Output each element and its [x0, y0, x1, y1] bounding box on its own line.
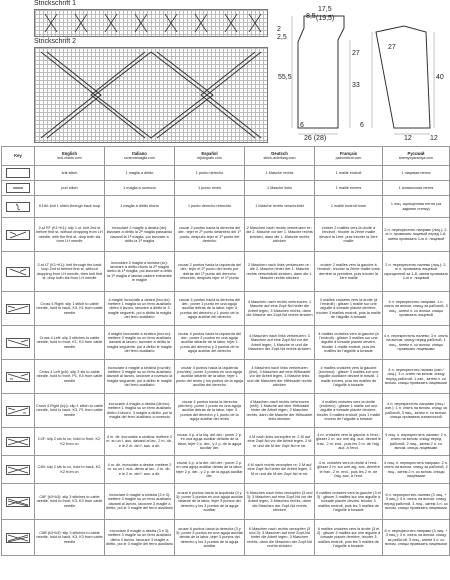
- schematic-label: 12: [404, 135, 412, 142]
- stitch-symbol-cell: [2, 360, 35, 394]
- key-cell-es: cruzar 4 puntos hacia la izquierda (rev/der): poner 3 puntos en una aguja auxiliar delante de la labor, tejer 1 punto del revés y los puntos de la aguja auxiliar del derecho: [175, 360, 245, 394]
- key-cell-ru: 4 п. перекрестить налево: 3 п. снять на вспом. спицу перед работой, 1 лиц., затем п. со вспом. спицы провязать лицевыми: [383, 326, 450, 360]
- key-cell-en: K1tbl: knit 1 stitch through back loop: [35, 196, 105, 218]
- key-cell-en: C6B (k3+k3): slip 3 stitches to cable needle, hold to back, K3, K3 from cable needle: [35, 520, 105, 556]
- c6b-symbol-icon: [6, 533, 30, 543]
- stitch-symbol-cell: [2, 456, 35, 484]
- key-cell-it: 1 maglia a diritto ritorto: [105, 196, 175, 218]
- key-row: [2, 181, 450, 196]
- key-cell-es: cruzar 2 puntos hacia la izquierda del der.: tejer el 2º punto del revés por detrás del 1º punto del derecho retorcido, después tejer el 1º punto: [175, 252, 245, 292]
- key-cell-es: 1 punto revés: [175, 181, 245, 196]
- c4lp-symbol-icon: [6, 372, 30, 382]
- key-cell-en: purl stitch: [35, 181, 105, 196]
- key-cell-it: incrociare 4 maglie a sinistra (rov/dir): mettere 3 maglie su un ferro ausiliario davanti al lavoro, lavorare a rovescio la maglia seguente, poi a diritto le maglie del ferro ausiliario: [105, 360, 175, 394]
- key-cell-ru: 4 лиц. п. перекрестить направо: 2 п. снять на вспом. спицу за работой, 2 лиц., затем 2 п. со вспом. спицы лицевыми: [383, 456, 450, 484]
- key-row: [2, 484, 450, 520]
- key-cell-ru: 2 п. перекрестить направо (лиц.): 2-ю п. провязать лицевой перед 1-й, затем провязать 1-ю п. лицевой: [383, 218, 450, 252]
- twist-symbol-icon: [6, 202, 30, 212]
- key-row: [2, 218, 450, 252]
- key-cell-fr: 4 m. croisées vers la droite à l'end.: glisser 2 m. sur une aig. aux. derrière le trav., 2 m. end., puis les 2 m. de l'aig. aux. à l'end.: [315, 456, 383, 484]
- schematic-label: 27: [388, 44, 396, 51]
- key-cell-fr: 4 mailles croisées vers la droite (à l'endroit) : glisser 1 maille sur une aiguille à torsade placée derrière, tricoter 3 mailles endroit, puis la maille de l'aiguille à torsade: [315, 292, 383, 326]
- key-row: [2, 428, 450, 456]
- key-cell-ru: 6 п. перекрестить направо (3 лиц. + 3 лиц.): 3 п. снять на вспом. спицу за работой, 3 лиц., затем 3 п. со вспом. спицы провязать лицевыми: [383, 520, 450, 556]
- chart1-title: Strickschrift 1: [34, 0, 77, 7]
- key-cell-es: cruzar 4 puntos hacia la derecha (der/rev): poner 1 punto en una aguja auxiliar detrás de la labor, tejer 3 puntos del derecho y 1 punto de la aguja auxiliar del revés: [175, 394, 245, 428]
- schematic-label: 55,5: [278, 74, 292, 81]
- chart2-title: Strickschrift 2: [34, 38, 77, 45]
- l2lt-symbol-icon: [6, 267, 30, 277]
- header-deutsch: Deutsch strick-anleitung.com: [245, 147, 315, 166]
- key-cell-en: C6F (k3+k3): slip 3 stitches to cable needle, hold to front, K3, K3 from cable needle: [35, 484, 105, 520]
- key-row: [2, 252, 450, 292]
- c4f-symbol-icon: [6, 437, 30, 447]
- key-cell-ru: 4 п. перекрестить налево (изн./лиц.): 3 п. снять на вспом. спицу перед работой, 1 изн., затем п. со вспом. спицы провязать лицевыми: [383, 360, 450, 394]
- key-cell-de: 6 Maschen nach links verzopfen (3 und 3): 3 Maschen auf eine Zopf-Nd vor die Arbeit legen, 3 Maschen rechts, dann die Maschen der Zopf-Nd rechts stricken: [245, 484, 315, 520]
- key-cell-de: 4 Maschen nach rechts verkreuzen (re/li): 1 Masche auf eine Hilfsnadel hinter die Arbeit legen, 3 Maschen rechts, dann die Masche der Hilfsnadel links stricken: [245, 394, 315, 428]
- key-cell-fr: 6 mailles croisées vers la droite (3 et 3) : glisser 3 mailles sur une aiguille à torsade placée derrière, tricoter 3 mailles endroit, puis les 3 mailles de l'aiguille à torsade: [315, 520, 383, 556]
- key-cell-fr: 6 mailles croisées vers la gauche (3 et 3) : glisser 3 mailles sur une aiguille à torsade placée devant, tricoter 3 mailles endroit, puis les 3 mailles de l'aiguille à torsade: [315, 484, 383, 520]
- schematic-label: 6: [300, 122, 304, 129]
- key-row: [2, 394, 450, 428]
- key-cell-fr: 4 mailles croisées vers la gauche (env/end) : glisser 3 mailles sur une aiguille auxiliaire devant le travail, 1 maille envers, puis les mailles de l'aiguille à torsade: [315, 360, 383, 394]
- key-row: [2, 326, 450, 360]
- key-cell-de: 1 Masche rechts: [245, 166, 315, 181]
- key-cell-ru: 2 п. перекрестить налево (лиц.): 2-ю п. провязать лицевой скрещенной за 1-й, затем провязать 1-ю п. лицевой: [383, 252, 450, 292]
- schematic-label: 40: [436, 74, 444, 81]
- key-cell-fr: 1 maille endroit torse: [315, 196, 383, 218]
- header-italiano: Italiano schemamaglia.com: [105, 147, 175, 166]
- key-table-body: [2, 166, 450, 556]
- key-cell-fr: 4 mailles croisées vers la gauche (à l'endroit) : glisser 3 mailles sur une aiguille à torsade placée devant, tricoter 1 maille endroit, puis les mailles de l'aiguille à torsade: [315, 326, 383, 360]
- stitch-symbol-cell: [2, 218, 35, 252]
- header-key: Key: [2, 147, 35, 166]
- key-cell-it: 4 m. dir. incrociate a sinistra: mettere 2 m. su un f. aus. davanti al lav., 2 m. dir., e le 2 m. del f. aus. a dir.: [105, 428, 175, 456]
- stitch-symbol-cell: [2, 394, 35, 428]
- header-espanol: Español tejidografo.com: [175, 147, 245, 166]
- schematic-outline: [276, 2, 448, 142]
- c4rp-symbol-icon: [6, 406, 30, 416]
- key-cell-es: cruzar 4 p. a la der. del der.: poner 2 p. en una aguja auxiliar detrás de la labor, tejer 2 p. der., y 2 p. de la aguja auxiliar der.: [175, 456, 245, 484]
- schematic-label: 12: [430, 135, 438, 142]
- key-row: [2, 360, 450, 394]
- key-cell-ru: 1 лицевая петля: [383, 166, 450, 181]
- chart1-cables: [35, 10, 267, 36]
- schematic-label: 33: [352, 82, 360, 89]
- key-cell-fr: 4 m. croisées vers la gauche à l'end.: glisser 2 m. sur une aig. aux. devant le trav., 2 m. end., puis les 2 m. de l'aig. aux. à l'end.: [315, 428, 383, 456]
- key-cell-de: 2 Maschen nach links verkreuzen re.: die 2. Masche hinter der 1. Masche rechts verschränkt stricken, dann die 1. Masche rechts stricken: [245, 252, 315, 292]
- schematic-label: 2,5: [277, 34, 287, 41]
- key-cell-es: 1 punto derecho: [175, 166, 245, 181]
- key-cell-ru: 6 п. перекрестить налево (3 лиц. + 3 лиц.): 3 п. снять на вспом. спицу перед работой, 3 лиц., затем 3 п. со вспом. спицы провязать лицевыми: [383, 484, 450, 520]
- key-cell-fr: 1 maille endroit: [315, 166, 383, 181]
- header-francais: Français patrontricot.com: [315, 147, 383, 166]
- chart1-grid: [34, 9, 268, 37]
- key-cell-de: 4 M nach links verzopfen re: 2 M auf eine Zopf-Nd vor die Arbeit legen, 2 M re und die M der Zopf-Nd re str.: [245, 428, 315, 456]
- key-cell-ru: 4 п. перекрестить направо: 1 п. снять на вспом. спицу за работой, 3 лиц., затем п. со вспом. спицы провязать лицевой: [383, 292, 450, 326]
- garment-schematic: [276, 2, 448, 142]
- key-cell-it: incrociare 4 maglie a destra (dir/rov): mettere 1 maglia su un ferro ausiliario dietro il lavoro, 3 maglie a diritto, poi la maglia del ferro ausiliario a rovescio: [105, 394, 175, 428]
- key-cell-it: 1 maglia a diritto: [105, 166, 175, 181]
- key-cell-it: incrociare 6 maglie a sinistra (3 e 3): mettere 3 maglie su un ferro ausiliario davanti al lavoro, lavorare 3 maglie a diritto, poi le 3 maglie del ferro ausiliario: [105, 484, 175, 520]
- schematic-label: 17,5: [318, 6, 332, 13]
- key-cell-en: 2-st RT (K1+K1): slip 1 st, knit 2nd st before first st, without dropping from LH needle, with the first st, drop both sts from LH needle: [35, 218, 105, 252]
- key-cell-en: Cross 4 Right (k/p): slip 1 stitch to cable needle, hold to back, K3, P1 from cable needle: [35, 394, 105, 428]
- stitch-symbol-cell: [2, 181, 35, 196]
- key-cell-fr: croiser 2 mailles vers la droite à l'endroit : tricoter la 2ème maille devant la 1ère, puis tricoter la 1ère maille: [315, 218, 383, 252]
- stitch-symbol-cell: [2, 196, 35, 218]
- key-cell-it: 4 maglie incrociate a destra (incr.dx): mettere 1 maglia su un ferro ausiliario dietro il lavoro, lavorare a diritto le 3 maglie seguenti, poi a diritto la maglia del ferro ausiliario: [105, 292, 175, 326]
- charts-area: [0, 0, 450, 145]
- key-cell-it: 4 m. dir. incrociate a destra: mettere 2 m. su un f. aus. dietro al lav., 2 m. dir., e le 2 m. del f. aus. a dir.: [105, 456, 175, 484]
- header-russian: Русский shemyvyazaniya.com: [383, 147, 450, 166]
- c6f-symbol-icon: [6, 497, 30, 507]
- schematic-label: 8,5: [306, 13, 316, 20]
- key-row: [2, 166, 450, 181]
- stitch-symbol-cell: [2, 326, 35, 360]
- chart2-cables: [35, 48, 267, 142]
- stitch-symbol-cell: [2, 166, 35, 181]
- key-cell-en: Cross 4 Right: slip 1 stitch to cable needle, hold to back, K3, K1 from cable needle: [35, 292, 105, 326]
- schematic-label: 6: [360, 122, 364, 129]
- key-cell-it: 1 maglia a rovescio: [105, 181, 175, 196]
- key-cell-es: cruzar 4 p. a la izq. del der.: poner 2 p. en una aguja auxiliar delante de la labor, tejer 2 p. der., y 2 p. de la aguja auxiliar der.: [175, 428, 245, 456]
- key-cell-es: cruzar 6 puntos hacia la izquierda (3 y 3): poner 3 puntos en una aguja auxiliar delante de la labor, tejer 3 puntos del derecho y los 3 puntos de la aguja auxiliar: [175, 484, 245, 520]
- key-table-header: [2, 147, 450, 166]
- key-cell-en: Cross 4 Left (p/k): slip 3 sts to cable needle, hold to front, P1, K3 from cable needle: [35, 360, 105, 394]
- key-cell-fr: 1 maille envers: [315, 181, 383, 196]
- key-cell-fr: croiser 2 mailles vers la gauche à l'endroit : tricoter la 2ème maille torse derrière la première, puis tricoter la 1ère maille: [315, 252, 383, 292]
- key-row: [2, 456, 450, 484]
- stitch-symbol-cell: [2, 252, 35, 292]
- key-cell-it: incrociare 2 maglie a destra (dx): lavorare a diritto la 2ª maglia passando davanti la 1ª maglia, poi lavorare a dritto la 1ª maglia: [105, 218, 175, 252]
- key-cell-ru: 1 лиц. скрещенная петля (за заднюю стенку): [383, 196, 450, 218]
- key-cell-es: cruzar 2 puntos hacia la derecha del der.: tejer el 2º punto delantero del 1º punto, después tejer el 1º punto del derecho: [175, 218, 245, 252]
- stitch-symbol-cell: [2, 520, 35, 556]
- key-cell-de: 1 Masche rechts verschränkt: [245, 196, 315, 218]
- key-cell-de: 2 Maschen nach rechts verkreuzen re.: die 2. Masche vor der 1. Masche rechts stricken, dann die 1. Masche rechts stricken: [245, 218, 315, 252]
- key-cell-es: cruzar 4 puntos hacia la izquierda del der.: poner 3 puntos en una aguja auxiliar delante de la labor, tejer 1 punto del derecho y 3 puntos de la aguja auxiliar del derecho: [175, 326, 245, 360]
- key-table: [1, 146, 450, 556]
- key-cell-it: incrociare 2 maglie a sinistra (sx): lavorare a diritto ritorto la 2ª maglia dietro la 1ª maglia, poi lavorare a dritto la 1ª maglia e lasciar cadere entrambe le maglie: [105, 252, 175, 292]
- key-cell-de: 4 Maschen nach links verkreuzen: 3 Maschen auf eine Zopf-Nd vor die Arbeit legen, 1 Masche re und die Maschen der Zopf-Nd rechts stricken: [245, 326, 315, 360]
- header-english: English knit-charts.com: [35, 147, 105, 166]
- key-cell-de: 1 Masche links: [245, 181, 315, 196]
- key-cell-it: incrociare 6 maglie a destra (3 e 3): mettere 3 maglie su un ferro ausiliario dietro il lavoro, lavorare 3 maglie a diritto, poi le 3 maglie del ferro ausiliario: [105, 520, 175, 556]
- key-cell-ru: 4 лиц. п. перекрестить налево: 2 п. снять на вспом. спицу перед работой, 2 лиц., затем 2 п. со вспом. спицы лицевыми: [383, 428, 450, 456]
- key-cell-de: 4 Maschen nach rechts verkreuzen: 1 Masche auf eine Zopf-Nd hinter die Arbeit legen, 3 Maschen rechts, dann die Masche der Zopf-Nd rechts stricken: [245, 292, 315, 326]
- key-cell-ru: 4 п. перекрестить направо (лиц./изн.): 1 п. снять на вспом. спицу за работой, 3 лиц., затем п. со вспом. спицы провязать изнаночной: [383, 394, 450, 428]
- key-cell-de: 4 M nach rechts verzopfen re: 2 M auf eine Zopf-Nd hinter die Arbeit legen, 2 M re und die M der Zopf-Nd re str.: [245, 456, 315, 484]
- key-cell-it: 4 maglie incrociate a sinistra (incr.sx): mettere 3 maglie su un ferro ausiliario davanti al lavoro, lavorare a diritto la maglia seguente, poi a diritto le maglie del ferro ausiliario: [105, 326, 175, 360]
- schematic-label: 27: [352, 50, 360, 57]
- chart2-grid: [34, 47, 268, 143]
- schematic-label: 2: [277, 26, 281, 33]
- key-cell-es: 1 punto derecho retorcido: [175, 196, 245, 218]
- r2rt-symbol-icon: [6, 230, 30, 240]
- stitch-symbol-cell: [2, 292, 35, 326]
- schematic-label: (19,5): [316, 15, 335, 22]
- key-row: [2, 196, 450, 218]
- schematic-label: 26 (28): [304, 135, 327, 142]
- key-cell-de: 4 Maschen nach links verkreuzen (li/re): 3 Maschen auf eine Hilfsnadel vor die Arbeit legen, 1 Masche links und die Maschen der Hilfsnadel rechts stricken: [245, 360, 315, 394]
- dash-symbol-icon: [6, 183, 30, 193]
- key-cell-en: knit stitch: [35, 166, 105, 181]
- key-cell-de: 6 Maschen nach rechts verzopfen (3 und 3): 3 Maschen auf eine Zopf-Nd hinter die Arbeit legen, 3 Maschen rechts, dann die Maschen der Zopf-Nd rechts stricken: [245, 520, 315, 556]
- key-cell-ru: 1 изнаночная петля: [383, 181, 450, 196]
- stitch-symbol-cell: [2, 484, 35, 520]
- stitch-symbol-cell: [2, 428, 35, 456]
- key-cell-en: C4F: slip 2 sts to cn, hold to front, K2, K2 from cn: [35, 428, 105, 456]
- key-row: [2, 292, 450, 326]
- key-cell-en: 2-st LT (K1+K1): knit through the back loop 2nd st behind first st, without dropping from LH needle, then knit first st, drop both sts from LH needle: [35, 252, 105, 292]
- c4l-symbol-icon: [6, 338, 30, 348]
- c4b-symbol-icon: [6, 465, 30, 475]
- key-cell-en: C4B: slip 2 sts to cn, hold to back, K2, K2 from cn: [35, 456, 105, 484]
- key-cell-es: cruzar 4 puntos hacia la derecha del der.: poner 1 punto en una aguja auxiliar detrás de la labor, tejer 3 puntos del derecho y 1 punto de la aguja auxiliar del derecho: [175, 292, 245, 326]
- key-cell-fr: 4 mailles croisées vers la droite (end/env) : glisser 1 maille sur une aiguille à torsade placée derrière, tricoter 3 mailles endroit, puis 1 maille envers de l'aiguille à torsade: [315, 394, 383, 428]
- key-cell-en: Cross 4 Left: slip 3 stitches to cable needle, hold to front, K1, K3 from cable needle: [35, 326, 105, 360]
- c4r-symbol-icon: [6, 304, 30, 314]
- key-cell-es: cruzar 6 puntos hacia la derecha (3 y 3): poner 3 puntos en una aguja auxiliar detrás de la labor, tejer 3 puntos del derecho y los 3 puntos de la aguja auxiliar: [175, 520, 245, 556]
- blank-symbol-icon: [6, 168, 30, 178]
- key-row: [2, 520, 450, 556]
